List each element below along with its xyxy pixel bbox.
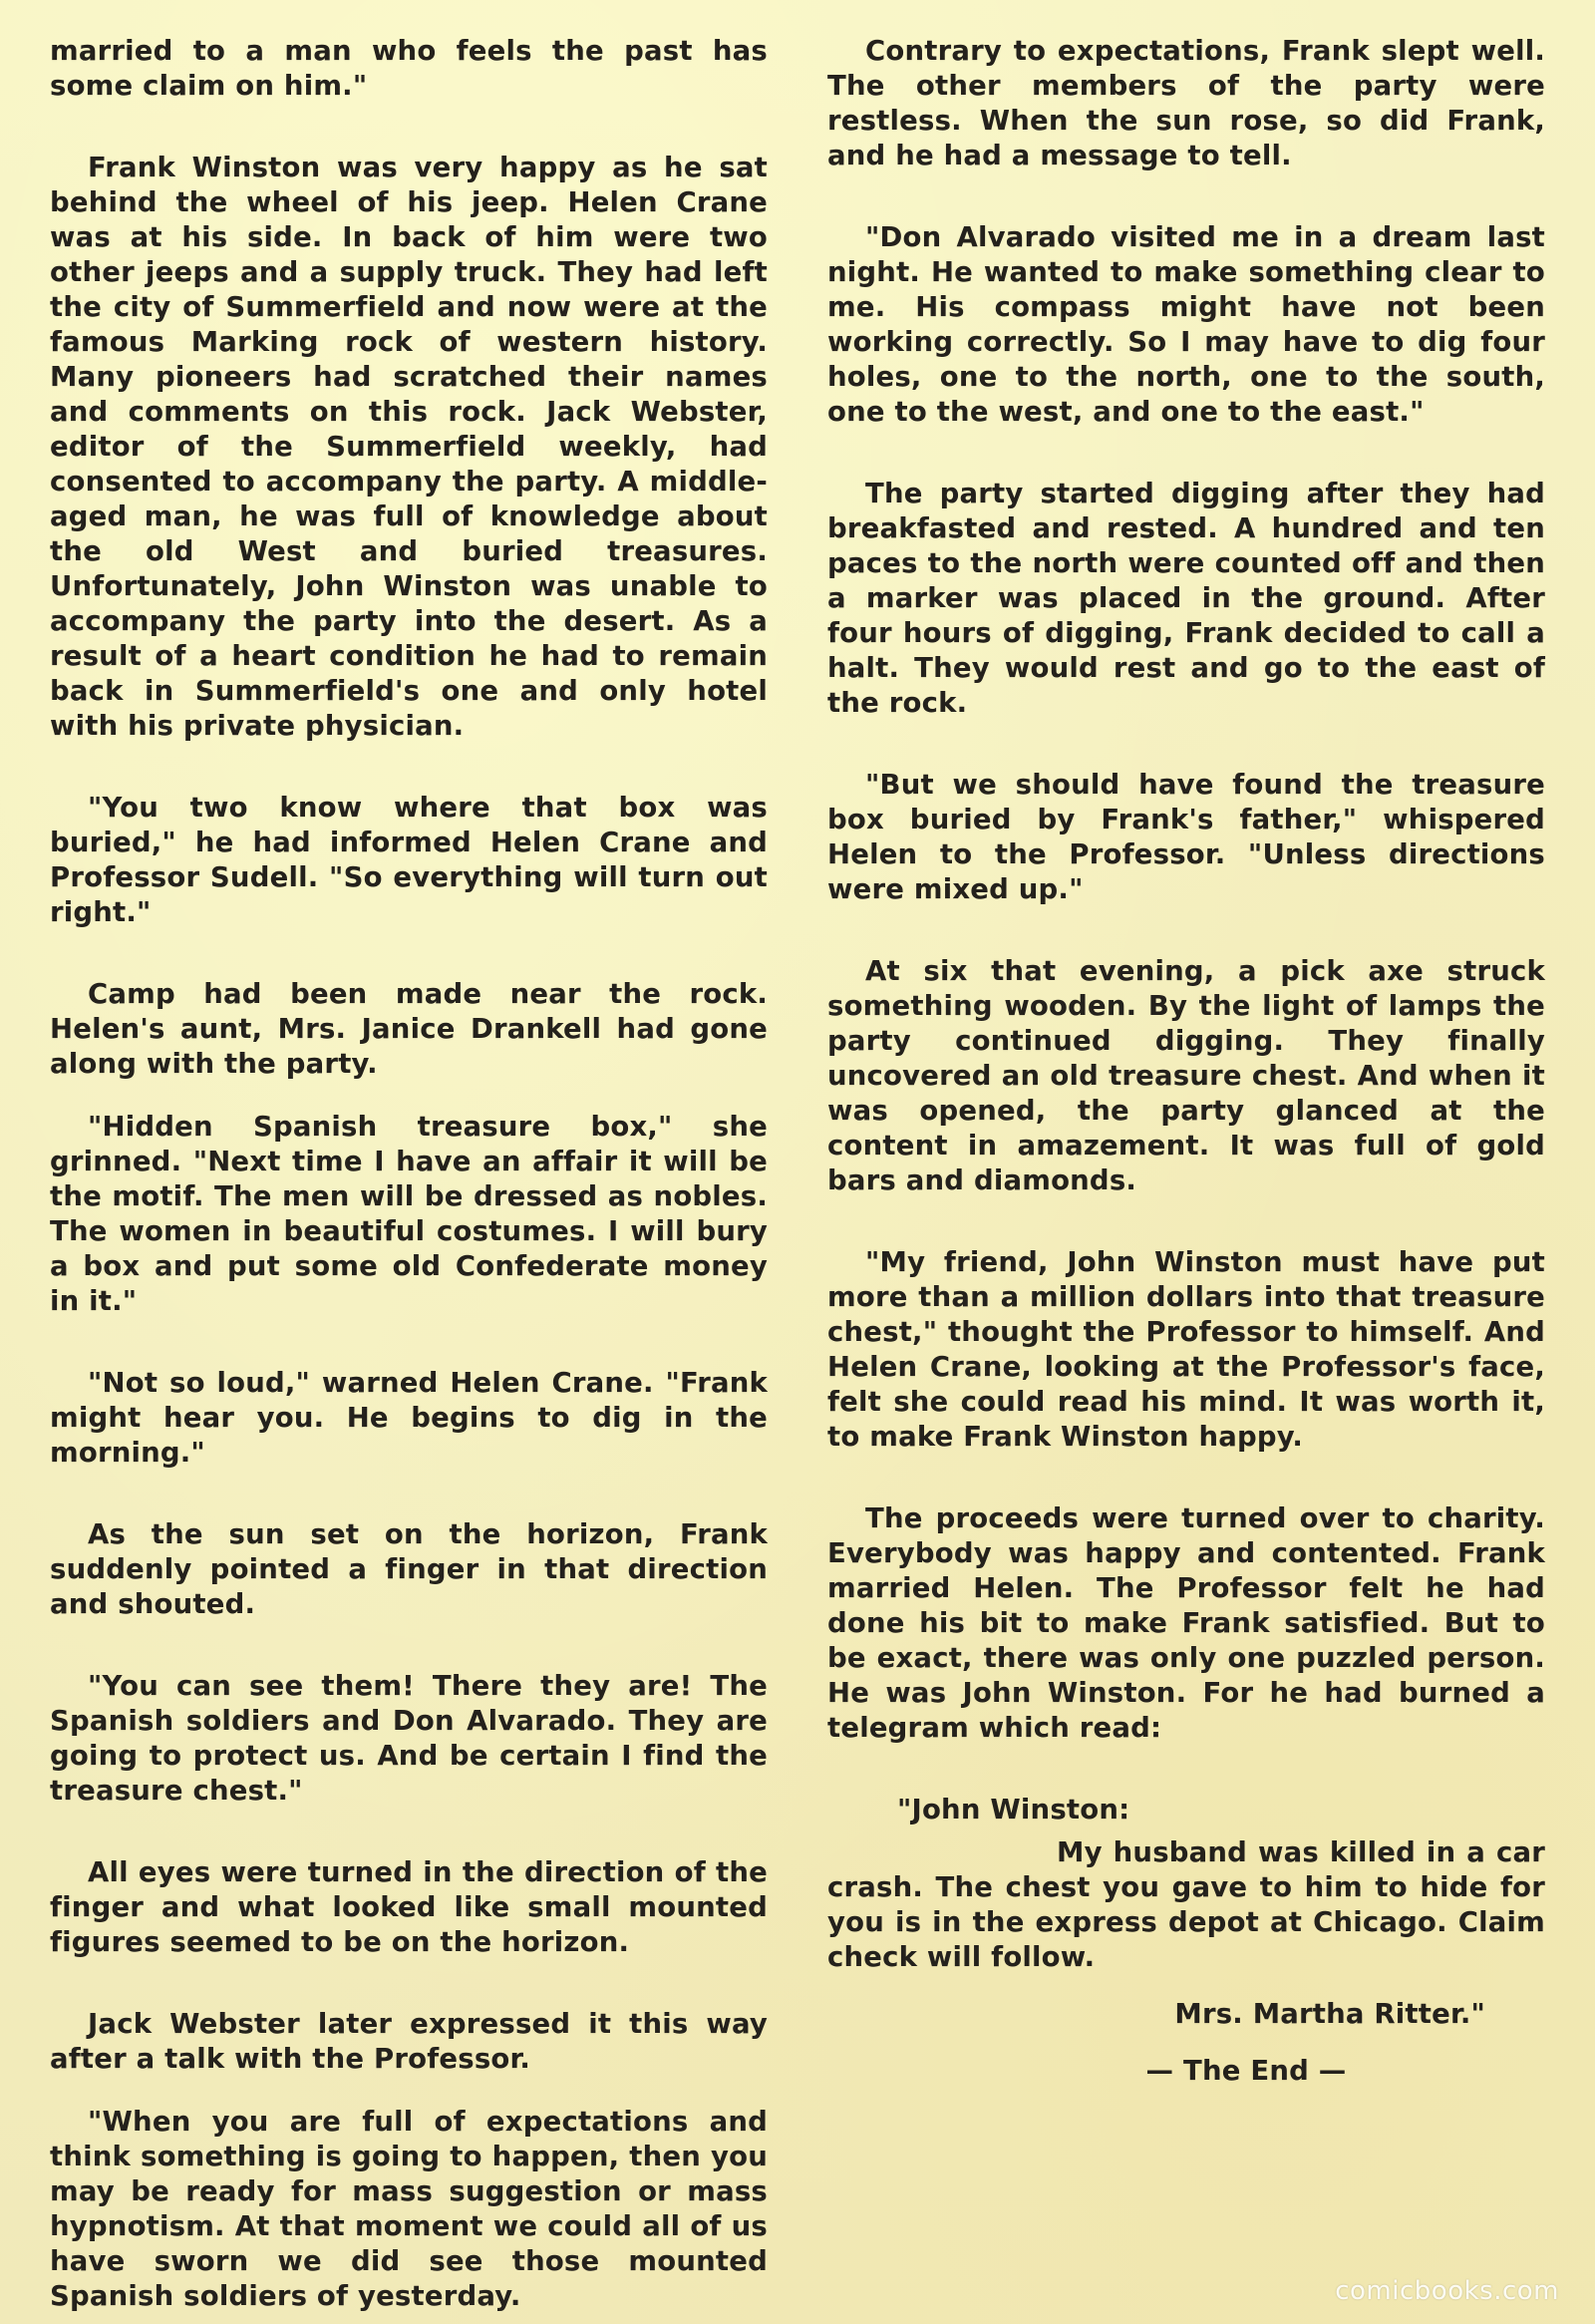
telegram-salutation: "John Winston: [897,1794,1130,1826]
paragraph: married to a man who feels the past has some claim on him." [50,35,768,102]
paragraph: "Don Alvarado visited me in a dream last night. He wanted to make something clear to me. His compass might have not been working correctly. So I may have to dig four holes, one to the north, one to the south, one to the west, and one to the east." [827,221,1545,428]
paragraph: All eyes were turned in the direction of the finger and what looked like small mounted figures seemed to be on the horizon. [50,1856,768,1958]
telegram-signature: Mrs. Martha Ritter." [1174,1998,1485,2030]
paragraph: Camp had been made near the rock. Helen's aunt, Mrs. Janice Drankell had gone along with the party. [50,978,768,1080]
paragraph: "You can see them! There they are! The Spanish soldiers and Don Alvarado. They are going to protect us. And be certain I find the treasure chest." [50,1670,768,1807]
left-column [50,34,768,2312]
watermark: comicbooks.com [1335,2276,1559,2306]
paragraph: "Hidden Spanish treasure box," she grinned. "Next time I have an affair it will be the motif. The men will be dressed as nobles. The women in beautiful costumes. I will bury a box and put some old Confederate money in it." [50,1111,768,1317]
paragraph: At six that evening, a pick axe struck something wooden. By the light of lamps the party continued digging. They finally uncovered an old treasure chest. And when it was opened, the party glanced at the content in amazement. It was full of gold bars and diamonds. [827,955,1545,1196]
the-end: — The End — [1145,2055,1347,2087]
paragraph: "You two know where that box was buried," he had informed Helen Crane and Professor Sudell. "So everything will turn out right." [50,792,768,928]
paragraph: Jack Webster later expressed it this way after a talk with the Professor. [50,2008,768,2075]
paragraph: Contrary to expectations, Frank slept well. The other members of the party were restless. When the sun rose, so did Frank, and he had a message to tell. [827,35,1545,171]
right-column [827,34,1545,2247]
paragraph: "When you are full of expectations and think something is going to happen, then you may be ready for mass suggestion or mass hypnotism. At that moment we could all of us have sworn we did see those mounted Spanish soldiers of yesterday. [50,2106,768,2312]
paragraph: "Not so loud," warned Helen Crane. "Frank might hear you. He begins to dig in the morning." [50,1367,768,1469]
telegram-body: My husband was killed in a car crash. The chest you gave to him to hide for you is in the express depot at Chicago. Claim check will follow. [827,1836,1545,1973]
paragraph: Frank Winston was very happy as he sat behind the wheel of his jeep. Helen Crane was at his side. In back of him were two other jeeps and a supply truck. They had left the city of Summerfield and now were at the famous Marking rock of western history. Many pioneers had scratched their names and comments on this rock. Jack Webster, editor of the Summerfield weekly, had consented to accompany the party. A middle-aged man, he was full of knowledge about the old West and buried treasures. Unfortunately, John Winston was unable to accompany the party into the desert. As a result of a heart condition he had to remain back in Summerfield's one and only hotel with his private physician. [50,152,768,742]
paragraph: The proceeds were turned over to charity. Everybody was happy and contented. Frank married Helen. The Professor felt he had done his bit to make Frank satisfied. But to be exact, there was only one puzzled person. He was John Winston. For he had burned a telegram which read: [827,1502,1545,1744]
paragraph: As the sun set on the horizon, Frank suddenly pointed a finger in that direction and shouted. [50,1518,768,1620]
paragraph: The party started digging after they had breakfasted and rested. A hundred and ten paces to the north were counted off and then a marker was placed in the ground. After four hours of digging, Frank decided to call a halt. They would rest and go to the east of the rock. [827,478,1545,719]
paragraph: "But we should have found the treasure box buried by Frank's father," whispered Helen to the Professor. "Unless directions were mixed up." [827,769,1545,905]
paragraph: "My friend, John Winston must have put more than a million dollars into that treasure chest," thought the Professor to himself. And Helen Crane, looking at the Professor's face, felt she could read his mind. It was worth it, to make Frank Winston happy. [827,1246,1545,1453]
